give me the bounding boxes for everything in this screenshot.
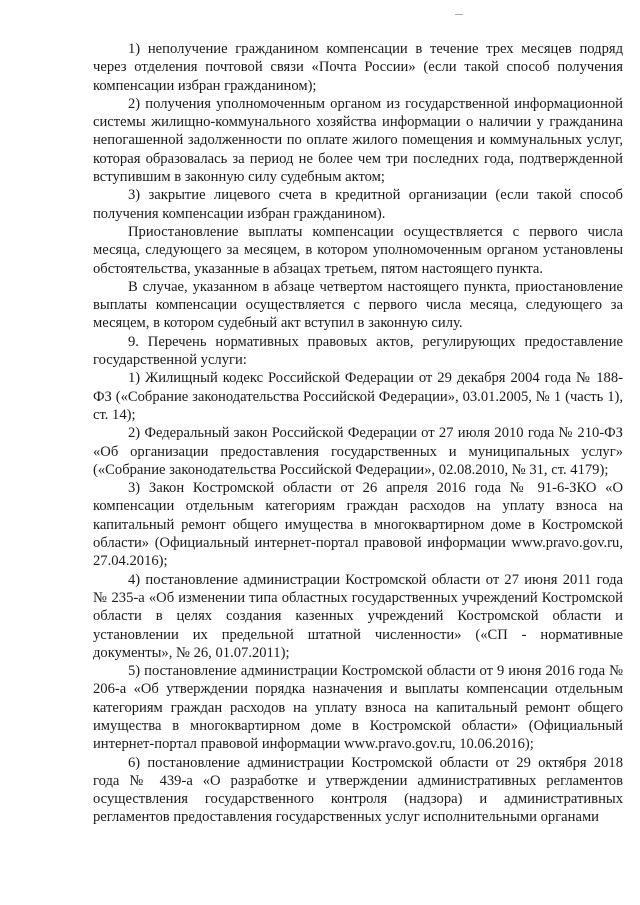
paragraph-11: 5) постановление администрации Костромской области от 9 июня 2016 года № 206-а «Об утверждении порядка назначения и выплаты компенсации отдельным категориям граждан расходов на уплату взноса на капитальный ремонт общего имущества в многоквартирном доме в Костромской области» (Официальный интернет-портал правовой информации www.pravo.gov.ru, 10.06.2016);	[93, 663, 623, 753]
scan-mark	[455, 14, 463, 15]
paragraph-1: 1) неполучение гражданином компенсации в течение трех месяцев подряд через отделения почтовой связи «Почта России» (если такой способ получения компенсации избран гражданином);	[93, 41, 623, 94]
paragraph-10: 4) постановление администрации Костромской области от 27 июня 2011 года № 235-а «Об изменении типа областных государственных учреждений Костромской области в целях создания казенных учреждений Костромской области и установлении их предельной штатной численности» («СП - нормативные документы», № 26, 01.07.2011);	[93, 571, 623, 661]
paragraph-8: 2) Федеральный закон Российской Федерации от 27 июля 2010 года № 210-ФЗ «Об организации предоставления государственных и муниципальных услуг» («Собрание законодательства Российской Федерации», 02.08.2010, № 31, ст. 4179);	[93, 425, 623, 478]
paragraph-5: В случае, указанном в абзаце четвертом настоящего пункта, приостановление выплаты компенсации осуществляется с первого числа месяца, следующего за месяцем, в котором судебный акт вступил в законную силу.	[93, 278, 623, 332]
paragraph-4: Приостановление выплаты компенсации осуществляется с первого числа месяца, следующего за месяцем, в котором уполномоченным органом установлены обстоятельства, указанные в абзацах третьем, пятом настоящего пункта.	[93, 223, 623, 277]
paragraph-7: 1) Жилищный кодекс Российской Федерации от 29 декабря 2004 года № 188-ФЗ («Собрание законодательства Российской Федерации», 03.01.2005, № 1 (часть 1), ст. 14);	[93, 370, 623, 423]
paragraph-12: 6) постановление администрации Костромской области от 29 октября 2018 года № 439-а «О разработке и утверждении административных регламентов осуществления государственного контроля (надзора) и административных регламентов предоставления государственных услуг исполнительными органами	[93, 754, 623, 826]
paragraph-3: 3) закрытие лицевого счета в кредитной организации (если такой способ получения компенсации избран гражданином).	[93, 187, 623, 222]
paragraph-6: 9. Перечень нормативных правовых актов, регулирующих предоставление государственной услуги:	[93, 333, 623, 369]
paragraph-2: 2) получения уполномоченным органом из государственной информационной системы жилищно-коммунального хозяйства информации о наличии у гражданина непогашенной задолженности по оплате жилого помещения и коммунальных услуг, которая образовалась за период не более чем три последних года, подтвержденной вступившим в законную силу судебным актом;	[93, 95, 623, 186]
paragraph-9: 3) Закон Костромской области от 26 апреля 2016 года № 91-6-ЗКО «О компенсации отдельным категориям граждан расходов на уплату взноса на капитальный ремонт общего имущества в многоквартирном доме в Костромской области» (Официальный интернет-портал правовой информации www.pravo.gov.ru, 27.04.2016);	[93, 480, 623, 570]
document-page	[93, 40, 623, 827]
